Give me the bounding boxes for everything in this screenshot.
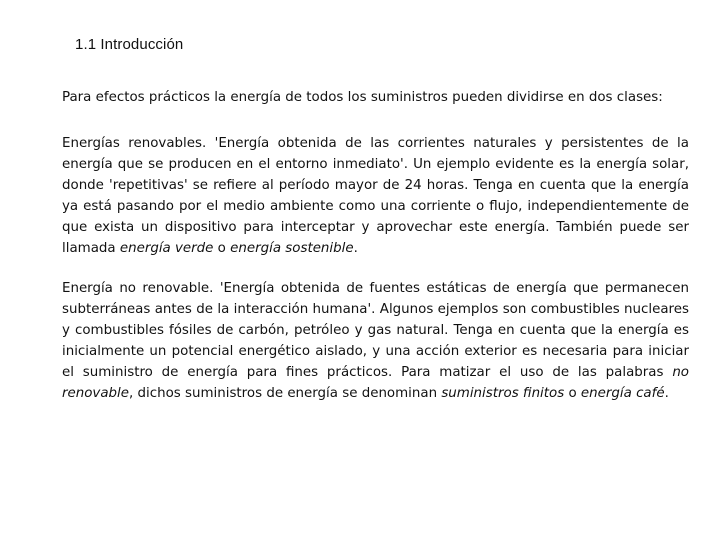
nonrenewable-emphasis-finite: suministros finitos — [441, 386, 565, 401]
nonrenewable-emphasis-nonrenewable: no renovable — [62, 365, 689, 401]
section-heading: 1.1 Introducción — [75, 36, 184, 53]
nonrenewable-text-1: Energía no renovable. 'Energía obtenida de fuentes estáticas de energía que permanecen subterráneas antes de la interacción humana'. Algunos ejemplos son combustibles nucleares y combustibles fósiles de carbón, petróleo y gas natural. Tenga en cuenta que la energía es inicialmente un potencial energético aislado, y una acción exterior es necesaria para iniciar el suministro de energía para fines prácticos. Para matizar el uso de las palabras — [62, 281, 689, 380]
renewable-emphasis-green: energía verde — [119, 241, 214, 256]
nonrenewable-paragraph — [62, 278, 689, 404]
renewable-emphasis-sustainable: energía sostenible — [230, 241, 354, 256]
renewable-text-2: o — [213, 241, 231, 256]
nonrenewable-text-4: . — [664, 386, 669, 401]
nonrenewable-emphasis-brown: energía café — [580, 386, 665, 401]
renewable-text-1: Energías renovables. 'Energía obtenida de las corrientes naturales y persistentes de la energía que se producen en el entorno inmediato'. Un ejemplo evidente es la energía solar, donde 'repetitivas' se refiere al período mayor de 24 horas. Tenga en cuenta que la energía ya está pasando por el medio ambiente como una corriente o flujo, independientemente de que exista un dispositivo para interceptar y aprovechar este energía. También puede ser llamada — [62, 136, 689, 256]
renewable-paragraph — [62, 133, 689, 259]
nonrenewable-text-2: , dichos suministros de energía se denominan — [129, 386, 442, 401]
nonrenewable-text-3: o — [564, 386, 581, 401]
document-body — [62, 87, 689, 404]
intro-paragraph: Para efectos prácticos la energía de todos los suministros pueden dividirse en dos clases: — [62, 90, 663, 105]
renewable-text-3: . — [353, 241, 358, 256]
